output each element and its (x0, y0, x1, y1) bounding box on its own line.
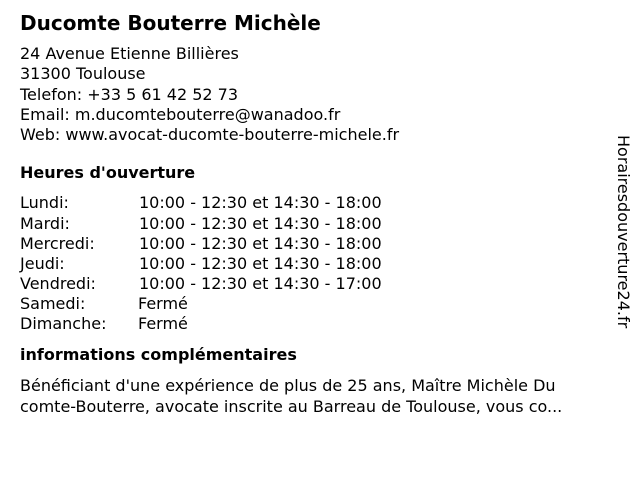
day-label: Mercredi: (20, 233, 95, 253)
email-line[interactable]: Email: m.ducomtebouterre@wanadoo.fr (20, 104, 341, 124)
day-label: Mardi: (20, 213, 70, 233)
hours-row-mercredi (20, 234, 600, 254)
day-hours: Fermé (138, 314, 188, 334)
hours-row-jeudi (20, 254, 600, 274)
info-line: comte-Bouterre, avocate inscrite au Barreau de Toulouse, vous co... (20, 397, 563, 417)
day-label: Jeudi: (20, 253, 65, 273)
phone-line[interactable]: Telefon: +33 5 61 42 52 73 (20, 84, 239, 104)
site-watermark: Horairesdouverture24.fr (614, 135, 633, 329)
hours-row-lundi (20, 193, 600, 213)
address-city: 31300 Toulouse (20, 64, 146, 84)
day-label: Vendredi: (20, 273, 96, 293)
info-description (20, 375, 620, 417)
address-street: 24 Avenue Etienne Billières (20, 44, 239, 63)
web-line[interactable]: Web: www.avocat-ducomte-bouterre-michele.fr (20, 125, 400, 145)
day-hours: 10:00 - 12:30 et 14:30 - 18:00 (139, 253, 382, 273)
day-label: Samedi: (20, 293, 86, 313)
info-line: Bénéficiant d'une expérience de plus de 25 ans, Maître Michèle Du (20, 376, 556, 396)
hours-row-mardi (20, 214, 600, 234)
business-card (20, 10, 600, 417)
hours-row-samedi (20, 294, 600, 314)
hours-row-dimanche (20, 314, 600, 334)
hours-row-vendredi (20, 274, 600, 294)
contact-block (20, 44, 600, 145)
day-hours: 10:00 - 12:30 et 14:30 - 18:00 (139, 213, 382, 233)
day-label: Dimanche: (20, 314, 107, 334)
hours-table (20, 193, 600, 334)
info-heading: informations complémentaires (20, 345, 297, 365)
day-hours: Fermé (138, 293, 188, 313)
business-name: Ducomte Bouterre Michèle (20, 11, 321, 35)
day-hours: 10:00 - 12:30 et 14:30 - 17:00 (139, 273, 382, 293)
day-hours: 10:00 - 12:30 et 14:30 - 18:00 (139, 233, 382, 253)
day-hours: 10:00 - 12:30 et 14:30 - 18:00 (139, 193, 382, 213)
hours-heading: Heures d'ouverture (20, 163, 196, 183)
day-label: Lundi: (20, 193, 69, 213)
